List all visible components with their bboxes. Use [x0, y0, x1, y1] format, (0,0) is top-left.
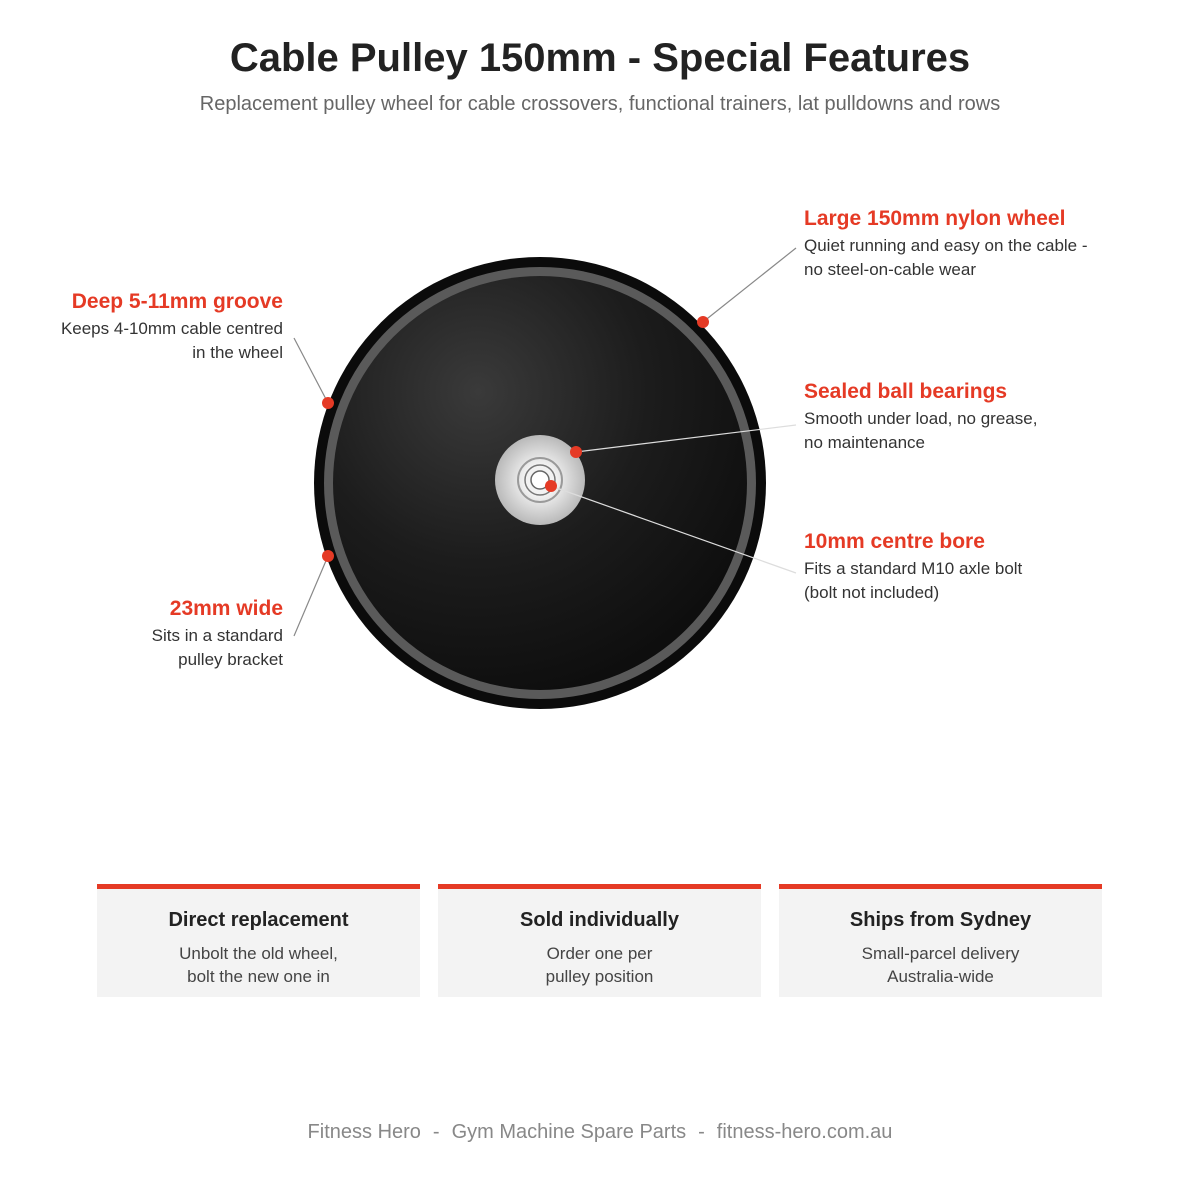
- callout-bore: [804, 529, 1144, 605]
- card-text: Order one per pulley position: [545, 944, 654, 986]
- feature-card-sold-individually: [438, 884, 761, 997]
- marker-dot-icon: [570, 446, 582, 458]
- card-title: Ships from Sydney: [849, 909, 1032, 931]
- callout-heading: Large 150mm nylon wheel: [804, 207, 1066, 230]
- marker-dot-icon: [697, 316, 709, 328]
- leader-line-groove: [294, 338, 328, 403]
- callout-width: [0, 596, 283, 672]
- footer: [0, 1121, 1200, 1144]
- callout-groove: [0, 289, 283, 365]
- card-title: Sold individually: [520, 909, 679, 931]
- callout-text: Keeps 4-10mm cable centred in the wheel: [60, 319, 283, 362]
- callout-heading: 23mm wide: [169, 597, 283, 620]
- callout-text: Quiet running and easy on the cable - no steel-on-cable wear: [804, 236, 1088, 279]
- callout-bearings: [804, 379, 1144, 455]
- page-subtitle: Replacement pulley wheel for cable crossovers, functional trainers, lat pulldowns and rows: [199, 93, 1001, 115]
- callout-heading: Sealed ball bearings: [804, 380, 1008, 403]
- footer-tagline: Gym Machine Spare Parts: [451, 1121, 687, 1143]
- card-title: Direct replacement: [168, 909, 349, 931]
- callout-nylon-wheel: [804, 206, 1144, 282]
- footer-url[interactable]: fitness-hero.com.au: [716, 1121, 893, 1143]
- marker-dot-icon: [545, 480, 557, 492]
- footer-brand: Fitness Hero: [307, 1121, 421, 1143]
- footer-separator: -: [698, 1121, 705, 1143]
- footer-separator: -: [432, 1121, 440, 1143]
- leader-line-nylon-wheel: [703, 248, 796, 322]
- card-text: Small-parcel delivery Australia-wide: [861, 944, 1020, 986]
- feature-card-direct-replacement: [97, 884, 420, 997]
- callout-heading: 10mm centre bore: [804, 530, 985, 553]
- callout-text: Sits in a standard pulley bracket: [151, 626, 283, 669]
- card-text: Unbolt the old wheel, bolt the new one in: [179, 944, 338, 986]
- callout-text: Fits a standard M10 axle bolt (bolt not included): [804, 559, 1023, 602]
- leader-line-width: [294, 556, 328, 636]
- callout-heading: Deep 5-11mm groove: [71, 290, 283, 313]
- page-title: Cable Pulley 150mm - Special Features: [229, 36, 971, 80]
- callout-text: Smooth under load, no grease, no maintenance: [804, 409, 1038, 452]
- marker-dot-icon: [322, 550, 334, 562]
- feature-card-ships-from-sydney: [779, 884, 1102, 997]
- marker-dot-icon: [322, 397, 334, 409]
